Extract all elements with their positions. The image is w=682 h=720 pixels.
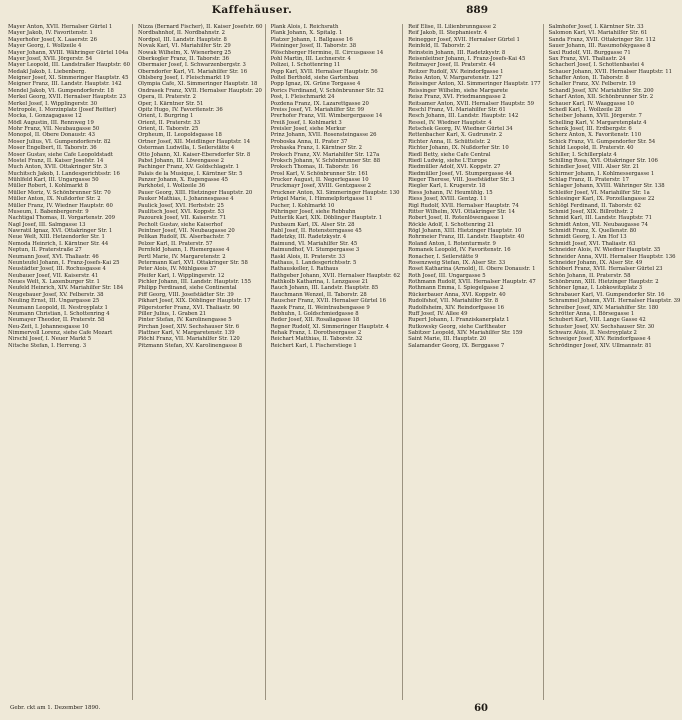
directory-entry: Nemoda Heinrich, I. Kärntner Str. 44 xyxy=(8,240,109,247)
directory-entry: Much Anton, XVII. Ottakringer Str. 3 xyxy=(8,164,108,171)
directory-entry: Orpheum, II. Leopoldsgasse 18 xyxy=(137,132,222,139)
directory-entry: Radetzky, III. Radetzkystr. 4 xyxy=(270,234,347,241)
directory-entry: Schirmer Johann, I. Kohlmessergasse 1 xyxy=(548,170,655,177)
directory-entry: Reitmayer Josef, II. Praterstr. 44 xyxy=(408,62,496,69)
directory-entry: Otto Johann, XI. Kaiser-Ebersdorfer Str. 8 xyxy=(137,151,251,158)
directory-entry: Pelikan Rudolf, IX. Alserbachstr. 7 xyxy=(137,234,230,241)
directory-column xyxy=(271,24,404,700)
directory-entry: Pikhart Josef, XIX. Döblinger Hauptstr. 17 xyxy=(137,298,251,305)
directory-entry: Ondrasek Franz, XVII. Hernalser Hauptstr. 20 xyxy=(137,87,262,94)
directory-entry: Paulick Josef, XVI. Herbststr. 25 xyxy=(137,202,224,209)
directory-entry: Orient, II. Taborstr. 25 xyxy=(137,126,199,132)
directory-entry: Prerhofer Franz, VII. Wimbergergasse 14 xyxy=(270,113,383,120)
directory-entry: Osterman Ludwilla, I. Seilerstätte 4 xyxy=(137,145,235,152)
directory-entry: Plank Johann, X. Spitalg. 1 xyxy=(270,30,343,37)
directory-entry: Poltel Berthold, siehe Gartenbau xyxy=(270,75,359,81)
directory-entry: Riedl Ludwig, siehe L'Europe xyxy=(408,157,488,164)
directory-entry: Sabitzer Leopold, XIV. Mariahilfer Str. 159 xyxy=(408,330,523,336)
directory-entry: Nawratil Ignaz, XVI. Ottakringer Str. 1 xyxy=(8,228,113,234)
directory-entry: Neues Welt, X. Laxenburger Str. 1 xyxy=(8,279,100,285)
directory-entry: Robert Josef, II. Rotenlöwengasse 1 xyxy=(408,215,504,222)
directory-entry: Rothmann Rudolf, XVII. Hernalser Hauptstr. 47 xyxy=(408,279,536,285)
directory-entry: Schelling Karl, V. Margaretenplatz 4 xyxy=(548,119,647,126)
directory-entry: Plank Alois, I. Reichsrath xyxy=(270,24,339,30)
directory-entry: Schubert Karl, VIII. Lange Gasse 42 xyxy=(548,317,646,324)
directory-entry: Salamander Georg, IX. Berggasse 7 xyxy=(408,342,505,349)
directory-entry: Orient, II. Praterstr. 33 xyxy=(137,119,201,126)
directory-entry: Rebhuhn, I. Goldschmiedgasse 8 xyxy=(270,310,359,317)
directory-entry: Pichler Johann, III. Landstr. Hauptstr. 155 xyxy=(137,279,251,285)
directory-entry: Müller Franz, IV. Wiedner Hauptstr. 60 xyxy=(8,202,113,209)
directory-entry: Schwarz Alois, II. Nestroyplatz 2 xyxy=(548,330,637,336)
directory-entry: Schlag Franz, II. Praterstr. 17 xyxy=(548,177,629,183)
directory-entry: Rauchmann Wenzel, II. Taborstr. 28 xyxy=(270,291,367,298)
directory-entry: Raskl Alois, II. Praterstr. 33 xyxy=(270,253,346,260)
directory-entry: Ritter Wilhelm, XVI. Ottakringer Str. 14 xyxy=(408,208,515,215)
directory-entry: Medakl Jakob, I. Liebenberg. xyxy=(8,68,87,75)
directory-entry: Riedmüller Josef, VI. Stumpergasse 44 xyxy=(408,170,512,177)
directory-entry: Reinfeld, II. Taborstr. 2 xyxy=(408,43,471,50)
directory-entry: Sax Franz, XVI. Thaliastr. 24 xyxy=(548,55,626,62)
directory-entry: Schilling Rosa, XVI. Ottakringer Str. 106 xyxy=(548,157,658,164)
directory-entry: Schweiger Josef, XIV. Reindorfgasse 4 xyxy=(548,336,651,343)
directory-entry: Prucker August, II. Negerlegasse 10 xyxy=(270,177,369,183)
directory-entry: Proboska Anna, II. Prater 37 xyxy=(270,138,348,145)
page-title: Kaffehäuser. xyxy=(211,4,293,16)
directory-entry: Rothmann Emma, I. Spiegelgasse 2 xyxy=(408,285,504,292)
directory-entry: Opera, II. Praterstr. 2 xyxy=(137,94,197,101)
directory-entry: Museum, I. Babenbergerstr. 9 xyxy=(8,208,89,215)
directory-entry: Metropole, I. Morzinplatz (Josef Reitter) xyxy=(8,106,117,113)
directory-entry: Rathgeber Johann, XVII. Hernalser Hauptstr. 62 xyxy=(270,272,401,279)
directory-entry: Mocka, I. Gonzagagasse 12 xyxy=(8,113,82,120)
directory-entry: Mayer Leopold, III. Landstraßer Hauptstr. 60 xyxy=(8,62,130,69)
directory-entry: Schick Franz, VI. Gumpendorfer Str. 54 xyxy=(548,138,656,145)
directory-entry: Raimund, VI. Mariahilfer Str. 45 xyxy=(270,240,358,247)
directory-entry: Neumayer Theodor, II. Praterstr. 58 xyxy=(8,317,105,324)
directory-entry: Proksch Thomas, II. Taborstr. 16 xyxy=(270,164,359,171)
directory-entry: Pruckner Anton, XI. Simmeringer Hauptstr. 130 xyxy=(270,189,400,196)
directory-entry: Rabl Josef, II. Rotensterngasse 45 xyxy=(270,228,362,234)
directory-entry: Reiss Anton, V. Margaretenstr. 127 xyxy=(408,75,502,81)
directory-entry: Post, I. Fleischmarkt 24 xyxy=(270,94,335,101)
directory-entry: Schreiber Josef, XIV. Mariahilfer Str. 180 xyxy=(548,304,659,311)
directory-entry: Mayer Georg, I. Wollzeile 4 xyxy=(8,43,82,50)
directory-entry: Nagl Josef, III. Salmgasse 13 xyxy=(8,221,86,228)
directory-entry: Reissinger Wilhelm, siehe Margarete xyxy=(408,87,508,94)
directory-entry: Roth Josef, III. Ungargasse 5 xyxy=(408,272,486,279)
directory-entry: Pirchan Josef, XIV. Sechshauser Str. 6 xyxy=(137,323,240,330)
directory-entry: Schild Leopold, II. Praterstr. 40 xyxy=(548,145,634,152)
directory-entry: Scharf Anton, XII. Schönbrunner Str. 2 xyxy=(548,94,654,101)
directory-entry: Neumann Josef, XVI. Thaliastr. 46 xyxy=(8,253,99,260)
directory-entry: Prügel Marie, I. Himmelpfortgasse 11 xyxy=(270,196,373,203)
directory-entry: Popp Karl, XVII. Hernalser Hauptstr. 56 xyxy=(270,68,378,75)
directory-entry: Rosenzweig Stefan, IX. Alser Str. 33 xyxy=(408,259,506,266)
directory-entry: Schneider Alois, IV. Wiedner Hauptstr. 35 xyxy=(548,247,661,254)
directory-entry: Nimmervoll Lorenz, siehe Cafe Mozart xyxy=(8,330,113,336)
directory-entry: Neunteufel Johann, I. Franz-Josefs-Kai 25 xyxy=(8,259,120,266)
directory-entry: Schauer Karl, IV. Waaggasse 10 xyxy=(548,100,634,107)
directory-entry: Reif Elise, II. Lilienbrunngasse 2 xyxy=(408,24,497,30)
directory-entry: Schauer Johann, XVII. Hernalser Hauptstr. 11 xyxy=(548,68,673,75)
directory-entry: Neptun, II. Praterstraße 27 xyxy=(8,247,82,254)
directory-entry: Saxl Rudolf, VII. Burggasse 71 xyxy=(548,49,631,56)
directory-entry: Pohl Martin, III. Lechnerstr. 4 xyxy=(270,55,351,62)
directory-entry: Obermaier Josef, I. Schwarzenbergstr. 3 xyxy=(137,62,246,69)
directory-entry: Moser Engelbert, II. Taborstr. 36 xyxy=(8,145,97,152)
directory-entry: Plöchl Franz, VII. Mariahilfer Str. 120 xyxy=(137,336,240,343)
directory-entry: Rauch Johann, III. Landstr. Hauptstr. 85 xyxy=(270,285,379,292)
directory-entry: Rathauskeller, I. Rathaus xyxy=(270,266,339,273)
directory-entry: Novak Karl, VI. Mariahilfer Str. 29 xyxy=(137,43,231,50)
directory-entry: Proksch Johann, V. Schönbrunner Str. 88 xyxy=(270,157,381,164)
directory-entry: Ortner Josef, XII. Meidlinger Hauptstr. 14 xyxy=(137,138,251,145)
directory-entry: Neustädter Josef, III. Rochusgasse 4 xyxy=(8,266,106,273)
directory-entry: Reschl Franz, VI. Mariahilfer Str. 61 xyxy=(408,106,506,113)
directory-entry: Mödl Augustin, III. Rennweg 19 xyxy=(8,119,94,126)
directory-column xyxy=(8,24,133,700)
directory-entry: Salmhofer Josef, I. Kärntner Str. 33 xyxy=(548,24,644,30)
directory-entry: Reisz Franz, XVI. Friedmanngasse 2 xyxy=(408,94,506,101)
directory-entry: Porics Ferdinand, V. Schönbrunner Str. 52 xyxy=(270,87,384,94)
directory-entry: Rathaus, I. Landesgerichtsstr. 5 xyxy=(270,259,357,266)
directory-entry: Ressel, IV. Wiedner Hauptstr. 4 xyxy=(408,119,492,126)
directory-entry: Preiß Josef, I. Kohlmarkt 3 xyxy=(270,119,342,126)
directory-entry: Schaffer Anton, II. Taborstr. 8 xyxy=(548,75,629,81)
directory-entry: Pleininger Josef, II. Taborstr. 38 xyxy=(270,43,357,50)
directory-entry: Schönbrunn, XIII. Hietzinger Hauptstr. 2 xyxy=(548,279,659,285)
directory-entry: Pecholt Gustav, siehe Kaiserhof xyxy=(137,221,223,228)
directory-entry: Plattner Karl, V. Margaretenstr. 139 xyxy=(137,330,235,336)
directory-entry: Nordpol, III. Landstr. Hauptstr. 8 xyxy=(137,36,227,43)
directory-entry: Schaller Franz, XV. Felberstr. 19 xyxy=(548,81,636,88)
directory-entry: Pelzer Karl, II. Praterstr. 57 xyxy=(137,240,213,247)
directory-entry: Reitsamer Anton, XVII. Hernalser Hauptstr. 59 xyxy=(408,100,535,107)
directory-entry: Nordbahnhof, II. Nordbahnstr. 2 xyxy=(137,30,226,37)
page-header xyxy=(0,0,504,20)
directory-column xyxy=(408,24,544,700)
directory-entry: Piff Georg, VIII. Josefstädter Str. 39 xyxy=(137,291,234,298)
directory-entry: Rudolfshof, VII. Mariahilfer Str. 8 xyxy=(408,298,499,305)
directory-entry: Rauscher Franz, XVII. Hernalser Gürtel 16 xyxy=(270,298,386,305)
directory-entry: Pazourek Josef, VII. Kaiserstr. 71 xyxy=(137,215,227,222)
directory-entry: Pabst Johann, III. Löwengasse 2 xyxy=(137,157,225,164)
directory-entry: Richter Johann, IX. Nußdorfer Str. 10 xyxy=(408,145,509,152)
print-note: Gebr. ckt am 1. Dezember 1890. xyxy=(10,705,101,711)
directory-entry: Neugebauer Josef, XV. Felberstr. 38 xyxy=(8,291,104,298)
directory-entry: Preiss Josef, VI. Mariahilfer Str. 99 xyxy=(270,106,365,113)
directory-entry: Monopol, II. Obere Donaustr. 43 xyxy=(8,132,95,139)
directory-entry: Reisenleitner Johann, I. Franz-Josefs-Kai 45 xyxy=(408,55,526,62)
directory-entry: Panzer Johann, X. Eugengasse 45 xyxy=(137,177,228,183)
directory-entry: Rieger Therese, VIII. Josefstädter Str. 3 xyxy=(408,177,515,183)
directory-entry: Pauker Mathias, I. Johannesgasse 4 xyxy=(137,196,234,203)
directory-entry: Schöner Ignaz, I. Lobkowitzplatz 3 xyxy=(548,285,643,292)
directory-entry: Peter Alois, IV. Mühlgasse 37 xyxy=(137,266,217,273)
directory-entry: Schiller, I. Schillerplatz 4 xyxy=(548,151,617,158)
directory-entry: Pozdena Franz, IX. Lazarettgasse 20 xyxy=(270,100,369,107)
directory-entry: Nowak Wilhelm, X. Wienerberg 25 xyxy=(137,49,232,56)
directory-entry: Nirschl Josef, I. Neuer Markt 5 xyxy=(8,336,92,343)
directory-entry: Moser Julius, VI. Gumpendorferstr. 82 xyxy=(8,138,111,145)
directory-entry: Muchitsch Jakob, I. Landesgerichtsstr. 16 xyxy=(8,170,120,177)
directory-entry: Mayer Johann, XVIII. Währinger Gürtel 104a xyxy=(8,49,129,56)
directory-entry: Schmidt Josef, XVI. Thaliastr. 63 xyxy=(548,240,636,247)
directory-entry: Pinter Stefan, IV. Karolinengasse 5 xyxy=(137,317,232,324)
directory-entry: Röckle Adolf, I. Schottenring 21 xyxy=(408,221,495,228)
directory-entry: Schrötter Anna, I. Börsegasse 1 xyxy=(548,310,635,317)
directory-entry: Scherz Anton, X. Favoritenstr. 110 xyxy=(548,132,642,139)
directory-entry: Schlögl Ferdinand, II. Taborstr. 62 xyxy=(548,202,642,209)
directory-entry: Moser Gustav, siehe Cafe Leopoldstadt xyxy=(8,151,113,158)
directory-entry: Rückerbauer Anna, XVI. Koppstr. 40 xyxy=(408,291,506,298)
directory-entry: Mohr Franz, VII. Neubaugasse 50 xyxy=(8,126,100,132)
directory-entry: Olympia Cafe, XI. Simmeringer Hauptstr. 18 xyxy=(137,81,258,88)
directory-entry: Mühlfeld Karl, III. Ungargasse 50 xyxy=(8,177,99,183)
directory-column xyxy=(549,24,682,700)
directory-entry: Mayer Jakob, IV. Favoritenstr. 1 xyxy=(8,30,93,37)
directory-entry: Rathkolb Katharina, I. Lenzgasse 21 xyxy=(270,279,369,285)
directory-column xyxy=(138,24,266,700)
directory-entry: Riess Josef, XVIII. Gentzg. 11 xyxy=(408,196,487,203)
directory-entry: Schneider Johann, IX. Alser Str. 49 xyxy=(548,259,643,266)
directory-entry: Reinegger Josef, XVII. Hernalser Gürtel 1 xyxy=(408,36,520,43)
directory-entry: Rigl Rudolf, XVII. Hernalser Hauptstr. 74 xyxy=(408,202,519,209)
directory-entry: Mayer Anton, XVII. Hernalser Gürtel 1 xyxy=(8,24,113,30)
directory-entry: Mayerhofer Josef, X. Laaerstr. 26 xyxy=(8,36,97,43)
directory-entry: Oberkogler Franz, II. Taborstr. 36 xyxy=(137,55,229,62)
directory-entry: Polizei, I. Schottenring 11 xyxy=(270,62,341,69)
directory-entry: Popp Ignaz, IX. Grüne Torgasse 4 xyxy=(270,81,361,88)
directory-entry: Reichert Karl, I. Fischerstiege 1 xyxy=(270,342,357,349)
directory-entry: Rögl Johann, XIII. Hietzinger Hauptstr. 10 xyxy=(408,228,522,234)
directory-entry: Philipp Ferdinand, siehe Continental xyxy=(137,285,237,292)
directory-entry: Ruff Josef, IV. Allee 49 xyxy=(408,310,468,317)
directory-entry: Ohlsberg Josef, I. Fleischmarkt 19 xyxy=(137,75,230,81)
directory-entry: Rehak Franz, I. Dorotheergasse 2 xyxy=(270,330,362,336)
directory-entry: Merkel Georg, XVII. Hernalser Hauptstr. 23 xyxy=(8,94,127,101)
directory-entry: Puxbaum Karl, IX. Alser Str. 28 xyxy=(270,221,355,228)
directory-entry: Riegler Karl, I. Krugerstr. 18 xyxy=(408,183,486,190)
directory-entry: Nachtigal Thomas, II. Vorgartenstr. 209 xyxy=(8,215,115,222)
directory-entry: Rupert Johann, I. Franziskanerplatz 1 xyxy=(408,317,510,324)
directory-entry: Schmidt Anton, VII. Neubaugasse 74 xyxy=(548,221,648,228)
directory-entry: Riedmüller Adolf, XVI. Koppstr. 27 xyxy=(408,164,501,171)
directory-entry: Schrammel Johann, XVII. Hernalser Hauptstr. 39 xyxy=(548,298,681,305)
sheet-number: 60 xyxy=(474,703,488,714)
directory-entry: Mayer Josef, XVII. Jörgerstr. 54 xyxy=(8,55,93,62)
directory-entry: Piller Julius, I. Graben 21 xyxy=(137,310,207,317)
directory-entry: Sanda Franz, XVII. Ottakringer Str. 112 xyxy=(548,36,656,43)
directory-entry: Raimundhof, VI. Stumpergasse 3 xyxy=(270,247,360,254)
directory-entry: Rutkowsky Georg, siehe Carltheater xyxy=(408,323,506,330)
directory-entry: Schmid Josef, XIX. Billrothstr. 2 xyxy=(548,208,634,215)
directory-entry: Nitsche Stefan, I. Herreng. 3 xyxy=(8,342,87,349)
directory-entry: Richter Anna, II. Schüttelstr. 2 xyxy=(408,138,491,145)
directory-entry: Schmidt Georg, I. Am Hof 13 xyxy=(548,234,627,241)
directory-entry: Schneider Anna, XVII. Hernalser Hauptstr. 136 xyxy=(548,253,676,260)
directory-entry: Roland Anton, I. Rotenturmstr. 9 xyxy=(408,240,496,247)
directory-entry: Meigner Josef, XI. Simmeringer Hauptstr. 45 xyxy=(8,75,129,81)
directory-entry: Pfeifer Karl, I. Wipplingerstr. 12 xyxy=(137,272,225,279)
directory-entry: Romanek Leopold, IV. Favoritenstr. 16 xyxy=(408,247,511,254)
directory-entry: Pertl Marie, IV. Margaretenstr. 2 xyxy=(137,253,226,260)
directory-entry: Reissinger Anton, XI. Simmeringer Hauptstr. 177 xyxy=(408,81,541,88)
directory-entry: Schlesinger Karl, IX. Porzellangasse 22 xyxy=(548,196,655,203)
directory-entry: Putterlik Karl, XIX. Döblinger Hauptstr. 1 xyxy=(270,215,383,222)
directory-entry: Rettenbacher Karl, X. Gudrunstr. 2 xyxy=(408,132,503,139)
directory-entry: Prohaska Franz, I. Kärntner Str. 2 xyxy=(270,145,362,152)
directory-entry: Paulitsch Josef, XVI. Koppstr. 53 xyxy=(137,208,225,215)
directory-entry: Sauer Johann, III. Rasumofskygasse 8 xyxy=(548,43,651,50)
directory-entry: Neubauer Josef, VII. Kaiserstr. 41 xyxy=(8,272,99,279)
directory-entry: Schindler Josef, VIII. Alser Str. 21 xyxy=(548,164,640,171)
directory-entry: Neumann Leopold, II. Nestroyplatz 1 xyxy=(8,304,108,311)
directory-entry: Prosl Karl, V. Schönbrunner Str. 161 xyxy=(270,170,369,177)
directory-entry: Platzer Johann, I. Ballgasse 16 xyxy=(270,36,353,43)
directory-entry: Ronacher, I. Seilerstätte 9 xyxy=(408,253,479,260)
directory-entry: Resch Johann, III. Landstr. Hauptstr. 142 xyxy=(408,113,519,120)
directory-entry: Proksch Franz, XV. Mariahilfer Str. 127a xyxy=(270,151,380,158)
directory-entry: Reif Jakob, II. Stephaniestr. 4 xyxy=(408,30,488,37)
directory-entry: Merkel Josef, I. Wipplingerstr. 30 xyxy=(8,100,98,107)
directory-entry: Pühringer Josef, siehe Rebhuhn xyxy=(270,208,356,215)
directory-entry: Schrabauer Karl, VI. Gumpendorfer Str. 16 xyxy=(548,291,665,298)
directory-entry: Reichart Matthias, II. Taborstr. 32 xyxy=(270,336,363,343)
directory-entry: Saint Marie, III. Hauptstr. 20 xyxy=(408,336,487,343)
directory-entry: Retschek Georg, IV. Wiedner Gürtel 34 xyxy=(408,126,513,132)
directory-entry: Schedl Karl, I. Wollzeile 28 xyxy=(548,106,622,113)
directory-entry: Schmid Karl, III. Landstr. Hauptstr. 71 xyxy=(548,215,653,222)
directory-entry: Prinz Johann, XVII. Rosensteingasse 26 xyxy=(270,132,377,139)
directory-entry: Mendel Jakob, VI. Gumpendorferstr. 18 xyxy=(8,87,114,94)
directory-entry: Schenk Josef, III. Erdbergstr. 6 xyxy=(548,126,632,132)
directory-entry: Schön Johann, II. Praterstr. 58 xyxy=(548,272,631,279)
directory-entry: Peintner Josef, VII. Neubaugasse 20 xyxy=(137,228,235,234)
directory-entry: Palais de la Musique, I. Kärntner Str. 5 xyxy=(137,170,243,177)
directory-entry: Reinstein Johann, III. Radetzkystr. 8 xyxy=(408,49,506,56)
directory-entry: Neumann Christian, I. Schottenring 4 xyxy=(8,310,110,317)
directory-entry: Riedl Betty, siehe Cafe Central xyxy=(408,151,491,158)
directory-entry: Orient, I. Burgring 1 xyxy=(137,113,194,120)
directory-entry: Meigner Franz, III. Landstr. Hauptstr. 142 xyxy=(8,81,122,88)
directory-entry: Oper, I. Kärntner Str. 51 xyxy=(137,100,204,107)
directory-entry: Reitzer Rudolf, XV. Reindorfgasse 1 xyxy=(408,68,504,75)
page-number: 889 xyxy=(466,4,488,16)
directory-entry: Rudolfsheim, XIV. Reindorfgasse 16 xyxy=(408,304,505,311)
directory-entry: Roset Katharina (Arnold), II. Obere Donaustr. 1 xyxy=(408,266,536,273)
directory-entry: Schöberl Franz, XVII. Hernalser Gürtel 23 xyxy=(548,266,663,273)
directory-entry: Rohrmeier Franz, III. Landstr. Hauptstr. 40 xyxy=(408,234,525,241)
directory-entry: Pilgerstorfer Franz, XVI. Thaliastr. 90 xyxy=(137,304,240,311)
directory-entry: Nizza (Bernard Fischer), II. Kaiser Josefstr. 60 xyxy=(137,24,263,30)
page-footer xyxy=(0,703,504,718)
directory-entry: Reder Josef, XII. Rosaliagasse 18 xyxy=(270,317,360,324)
directory-entry: Pruckmayr Josef, XVIII. Gentzgasse 2 xyxy=(270,183,372,190)
directory-entry: Schleifer Josef, VI. Mariahilfer Str. 1a xyxy=(548,189,650,196)
directory-entry: Oberndorfer Karl, VI. Mariahilfer Str. 16 xyxy=(137,68,248,75)
directory-entry: Neuling Ernst, III. Ungargasse 25 xyxy=(8,298,100,305)
directory-entry: Parkhotel, I. Wollzeile 36 xyxy=(137,183,206,190)
directory-entry: Neu-Zeit, I. Johannesgasse 10 xyxy=(8,323,89,330)
directory-entry: Salomon Karl, VI. Mariahilfer Str. 61 xyxy=(548,30,648,37)
directory-entry: Razek Franz, II. Weintraubengasse 9 xyxy=(270,304,370,311)
directory-entry: Riess Johann, IV. Heumühlg. 15 xyxy=(408,189,493,196)
directory-entry: Pauer Georg, XIII. Hietzinger Hauptstr. 20 xyxy=(137,189,253,196)
directory-entry: Pachinger Franz, XV. Goldschlagstr. 1 xyxy=(137,164,240,171)
directory-entry: Schlager Johann, XVIII. Währinger Str. 138 xyxy=(548,183,665,190)
directory-entry: Schmidt Franz, X. Quellenstr. 80 xyxy=(548,228,637,234)
directory-entry: Neufeld Heinrich, XIV. Mariahilfer Str. 184 xyxy=(8,285,124,292)
directory-columns xyxy=(8,24,681,700)
directory-entry: Pernfeld Johann, I. Riemergasse 4 xyxy=(137,247,230,254)
directory-entry: Petermann Karl, XVI. Ottakringer Str. 58 xyxy=(137,259,248,266)
directory-entry: Scheiber Johann, XVII. Jörgerstr. 7 xyxy=(548,113,642,120)
directory-entry: Schandl Josef, XIV. Mariahilfer Str. 200 xyxy=(548,87,654,94)
directory-entry: Pucher, I. Kohlmarkt 10 xyxy=(270,202,335,209)
directory-entry: Schrödinger Josef, XIV. Ullmannstr. 81 xyxy=(548,342,652,349)
directory-entry: Schacherl Josef, I. Schottenbastei 4 xyxy=(548,62,645,69)
directory-entry: Mostel Franz, II. Kaiser Josefstr. 14 xyxy=(8,157,104,164)
directory-entry: Schuster Josef, XV. Sechshauser Str. 30 xyxy=(548,323,655,330)
directory-entry: Müller Robert, I. Kohlmarkt 8 xyxy=(8,183,88,190)
directory-entry: Plöschberger Hermine, II. Circusgasse 14 xyxy=(270,49,384,56)
directory-entry: Müller Moriz, V. Schönbrunner Str. 70 xyxy=(8,189,111,196)
directory-entry: Opitz Hugo, IV. Favoritenstr. 36 xyxy=(137,106,223,113)
directory-entry: Neue Welt, XIII. Hetzendorfer Str. 1 xyxy=(8,234,105,241)
directory-entry: Müller Anton, IX. Nußdorfer Str. 2 xyxy=(8,196,101,203)
directory-entry: Pitzmann Stefan, XV. Karolinengasse 8 xyxy=(137,342,243,349)
directory-entry: Regner Rudolf, XI. Simmeringer Hauptstr. 4 xyxy=(270,323,390,330)
directory-entry: Preisler Josef, siehe Merkur xyxy=(270,126,346,132)
